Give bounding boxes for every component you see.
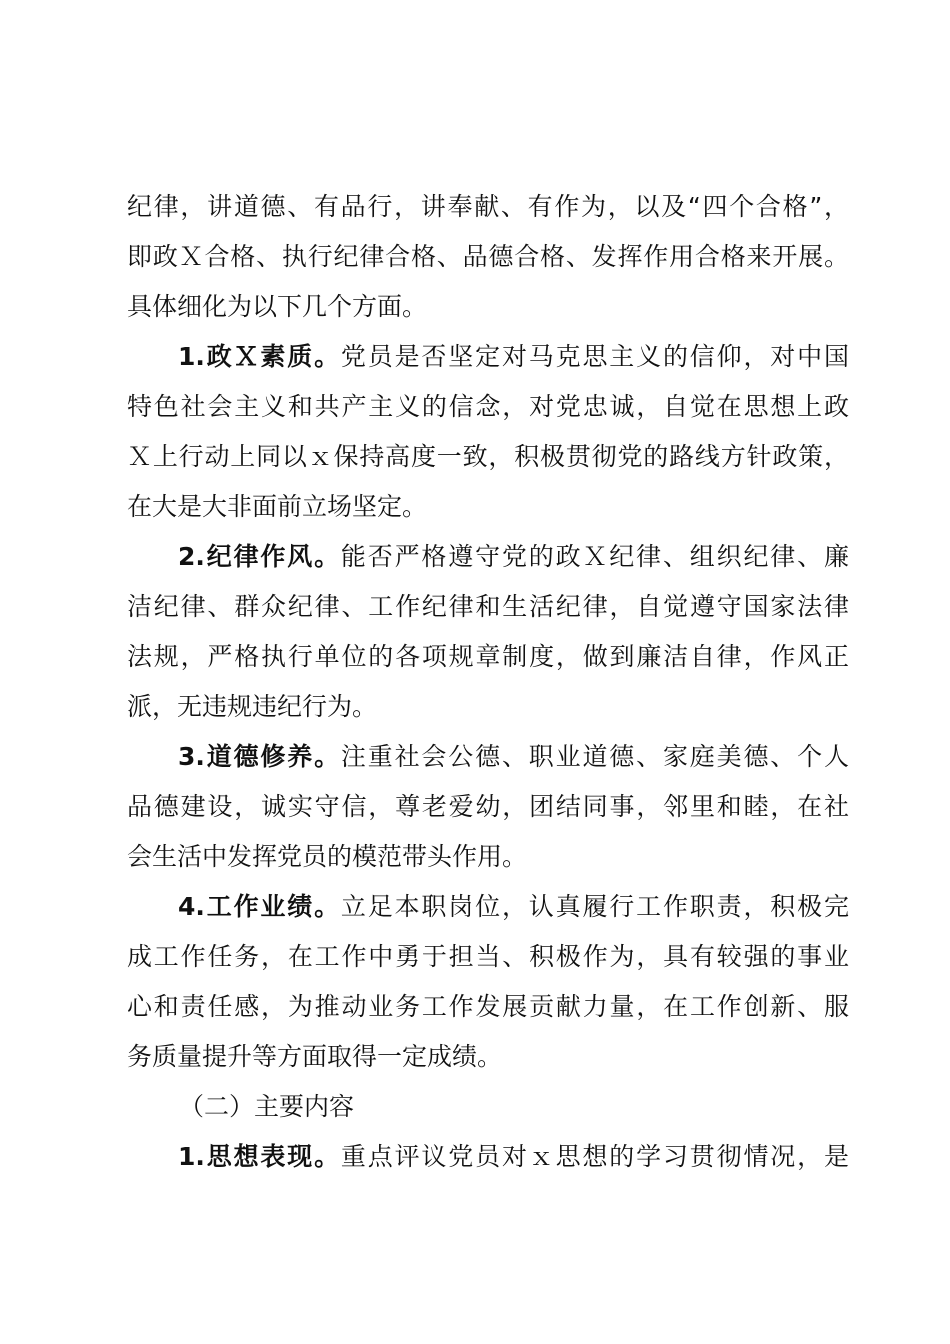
text-run: 重点评议党员对ｘ思想的学习贯彻情况，是 bbox=[340, 1142, 849, 1171]
text-line bbox=[127, 332, 849, 382]
paragraph-lead: 3.道德修养。 bbox=[178, 742, 341, 771]
text-line: 纪律，讲道德、有品行，讲奉献、有作为，以及“四个合格”， bbox=[127, 192, 849, 221]
text-line: 洁纪律、群众纪律、工作纪律和生活纪律，自觉遵守国家法律 bbox=[127, 592, 849, 621]
text-run: 注重社会公德、职业道德、家庭美德、个人 bbox=[340, 742, 849, 771]
text-run: 能否严格遵守党的政Ｘ纪律、组织纪律、廉 bbox=[340, 542, 849, 571]
text-line: 即政Ｘ合格、执行纪律合格、品德合格、发挥作用合格来开展。 bbox=[127, 242, 849, 271]
paragraph-lead: 1.思想表现。 bbox=[178, 1142, 341, 1171]
text-line: Ｘ上行动上同以ｘ保持高度一致，积极贯彻党的路线方针政策， bbox=[127, 442, 849, 471]
paragraph-political-quality bbox=[127, 332, 849, 532]
paragraph-intro bbox=[127, 182, 849, 332]
text-line bbox=[127, 532, 849, 582]
text-line: 品德建设，诚实守信，尊老爱幼，团结同事，邻里和睦，在社 bbox=[127, 792, 849, 821]
paragraph-discipline-style bbox=[127, 532, 849, 732]
text-line bbox=[127, 1132, 849, 1182]
paragraph-lead: 2.纪律作风。 bbox=[178, 542, 341, 571]
text-line: 心和责任感，为推动业务工作发展贡献力量，在工作创新、服 bbox=[127, 992, 849, 1021]
text-run: 立足本职岗位，认真履行工作职责，积极完 bbox=[340, 892, 849, 921]
text-line: 法规，严格执行单位的各项规章制度，做到廉洁自律，作风正 bbox=[127, 642, 849, 671]
paragraph-lead: 1.政Ｘ素质。 bbox=[178, 342, 341, 371]
section-heading bbox=[127, 1082, 849, 1132]
text-line bbox=[127, 882, 849, 932]
text-line bbox=[127, 732, 849, 782]
paragraph-moral-cultivation bbox=[127, 732, 849, 882]
paragraph-lead: 4.工作业绩。 bbox=[178, 892, 341, 921]
text-line: 派，无违规违纪行为。 bbox=[127, 692, 378, 721]
text-line: 具体细化为以下几个方面。 bbox=[127, 292, 428, 321]
paragraph-ideological-performance bbox=[127, 1132, 849, 1182]
document-body bbox=[127, 182, 849, 1182]
text-line: 会生活中发挥党员的模范带头作用。 bbox=[127, 842, 528, 871]
text-line: 特色社会主义和共产主义的信念，对党忠诚，自觉在思想上政 bbox=[127, 392, 849, 421]
text-line: 成工作任务，在工作中勇于担当、积极作为，具有较强的事业 bbox=[127, 942, 849, 971]
paragraph-work-performance bbox=[127, 882, 849, 1082]
text-line: 务质量提升等方面取得一定成绩。 bbox=[127, 1042, 503, 1071]
text-run: 党员是否坚定对马克思主义的信仰，对中国 bbox=[340, 342, 849, 371]
heading-text: （二）主要内容 bbox=[179, 1092, 355, 1121]
text-line: 在大是大非面前立场坚定。 bbox=[127, 492, 428, 521]
